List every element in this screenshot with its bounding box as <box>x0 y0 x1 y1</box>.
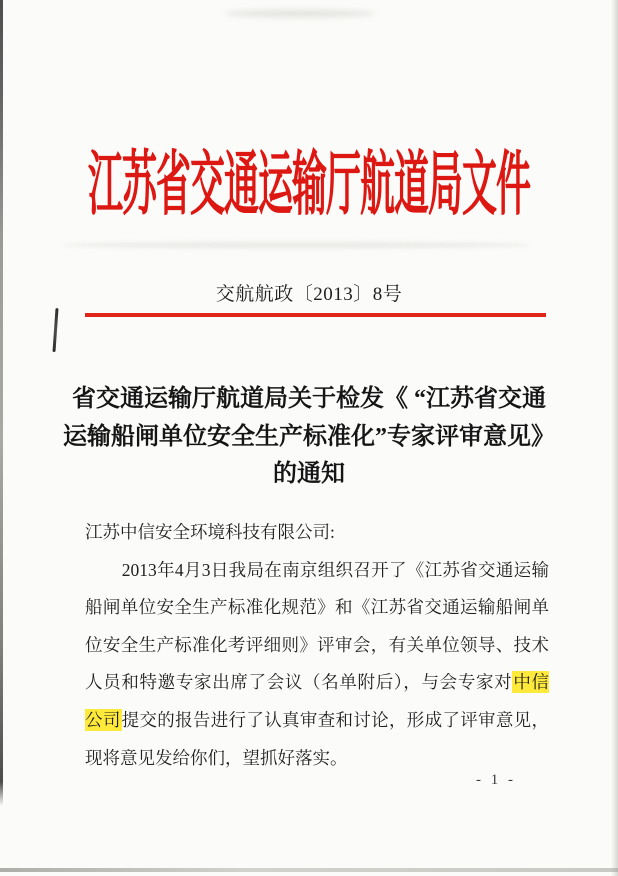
document-header-title: 江苏省交通运输厅航道局文件 <box>87 146 530 224</box>
notice-title-line-1: 省交通运输厅航道局关于检发《 “江苏省交通 <box>72 386 546 412</box>
notice-title-line-2: 运输船闸单位安全生产标准化”专家评审意见》 <box>63 423 555 450</box>
pen-mark-artifact <box>52 308 58 352</box>
scan-bottom-edge <box>0 868 618 872</box>
paragraph-text-after: 提交的报告进行了认真审查和讨论，形成了评审意见，现将意见发给你们，望抓好落实。 <box>85 709 549 768</box>
addressee-line: 江苏中信安全环境科技有限公司: <box>85 522 335 542</box>
notice-title <box>0 381 618 494</box>
document-number: 交航航政〔2013〕8号 <box>215 284 403 305</box>
highlighted-company-name: 中信公司 <box>85 672 549 730</box>
body-paragraph <box>85 552 549 778</box>
page-number: - 1 - <box>476 772 516 788</box>
document-body <box>85 514 549 777</box>
notice-title-line-3: 的通知 <box>273 461 345 487</box>
red-divider-line <box>85 313 546 317</box>
scan-smudge-top <box>225 10 375 17</box>
paragraph-text-before: 2013年4月3日我局在南京组织召开了《江苏省交通运输船闸单位安全生产标准化规范》和《江苏省交通运输船闸单位安全生产标准化考评细则》评审会，有关单位领导、技术人员和特邀专家出席了会议（名单附后），与会专家对 <box>85 559 549 693</box>
scan-smudge-middle <box>62 242 532 248</box>
